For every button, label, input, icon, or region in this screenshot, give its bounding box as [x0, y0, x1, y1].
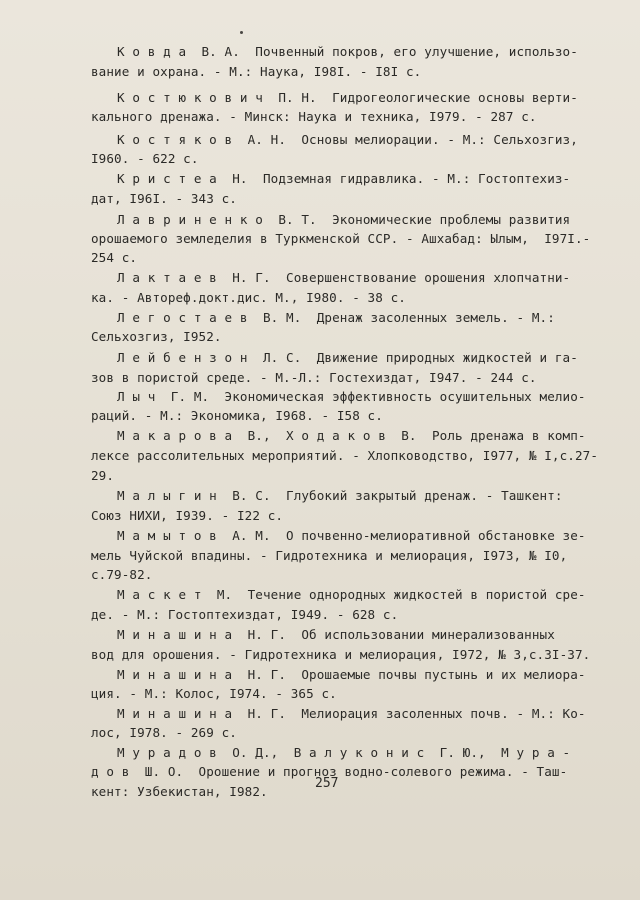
entry-line: К о с т ю к о в и ч П. Н. Гидрогеологические основы верти-	[117, 90, 578, 105]
entry-line: д о в Ш. О. Орошение и прогноз водно-солевого режима. - Таш-	[91, 764, 568, 779]
entry-line: Союз НИХИ, I939. - I22 с.	[91, 508, 284, 523]
entry-line: М и н а ш и н а Н. Г. Мелиорация засоленных почв. - М.: Ко-	[117, 706, 586, 721]
entry-line: М и н а ш и н а Н. Г. Орошаемые почвы пустынь и их мелиора-	[117, 667, 586, 682]
entry-line: М у р а д о в О. Д., В а л у к о н и с Г. Ю., М у р а -	[117, 745, 571, 760]
entry-line: ция. - М.: Колос, I974. - 365 с.	[91, 686, 337, 701]
entry-line: вание и охрана. - М.: Наука, I98I. - I8I с.	[91, 64, 422, 79]
entry-line: К о с т я к о в А. Н. Основы мелиорации. - М.: Сельхозгиз,	[117, 132, 578, 147]
entry-line: 254 с.	[91, 250, 138, 265]
entry-line: Л е г о с т а е в В. М. Дренаж засоленных земель. - М.:	[117, 310, 555, 325]
entry-line: Л ы ч Г. М. Экономическая эффективность осушительных мелио-	[117, 389, 586, 404]
entry-line: Сельхозгиз, I952.	[91, 329, 222, 344]
entry-line: М а с к е т М. Течение однородных жидкостей в пористой сре-	[117, 587, 586, 602]
entry-line: мель Чуйской впадины. - Гидротехника и мелиорация, I973, № I0,	[91, 548, 568, 563]
entry-line: де. - М.: Гостоптехиздат, I949. - 628 с.	[91, 607, 399, 622]
entry-line: М а л ы г и н В. С. Глубокий закрытый дренаж. - Ташкент:	[117, 488, 563, 503]
entry-line: М а к а р о в а В., Х о д а к о в В. Роль дренажа в комп-	[117, 428, 586, 443]
entry-line: лос, I978. - 269 с.	[91, 725, 237, 740]
entry-line: раций. - М.: Экономика, I968. - I58 с.	[91, 408, 383, 423]
entry-line: М а м ы т о в А. М. О почвенно-мелиоративной обстановке зе-	[117, 528, 586, 543]
entry-line: кального дренажа. - Минск: Наука и техника, I979. - 287 с.	[91, 109, 537, 124]
entry-line: I960. - 622 с.	[91, 151, 199, 166]
entry-line: К о в д а В. А. Почвенный покров, его улучшение, использо-	[117, 44, 578, 59]
entry-line: ка. - Автореф.докт.дис. М., I980. - 38 с.	[91, 290, 406, 305]
page-number: 257	[315, 776, 339, 791]
entry-line: кент: Узбекистан, I982.	[91, 784, 268, 799]
entry-line: лексе рассолительных мероприятий. - Хлопководство, I977, № I,с.27-	[91, 448, 599, 463]
entry-line: Л а в р и н е н к о В. Т. Экономические проблемы развития	[117, 212, 571, 227]
entry-line: дат, I96I. - 343 с.	[91, 191, 237, 206]
entry-line: 29.	[91, 468, 115, 483]
entry-line: с.79-82.	[91, 567, 153, 582]
entry-line: Л е й б е н з о н Л. С. Движение природных жидкостей и га-	[117, 350, 578, 365]
entry-line: зов в пористой среде. - М.-Л.: Гостехиздат, I947. - 244 с.	[91, 370, 537, 385]
entry-line: М и н а ш и н а Н. Г. Об использовании минерализованных	[117, 627, 555, 642]
entry-line: орошаемого земледелия в Туркменской ССР. - Ашхабад: Ылым, I97I.-	[91, 231, 591, 246]
entry-line: Л а к т а е в Н. Г. Совершенствование орошения хлопчатни-	[117, 270, 571, 285]
entry-line: вод для орошения. - Гидротехника и мелиорация, I972, № 3,с.3I-37.	[91, 647, 591, 662]
entry-line: К р и с т е а Н. Подземная гидравлика. - М.: Гостоптехиз-	[117, 171, 571, 186]
